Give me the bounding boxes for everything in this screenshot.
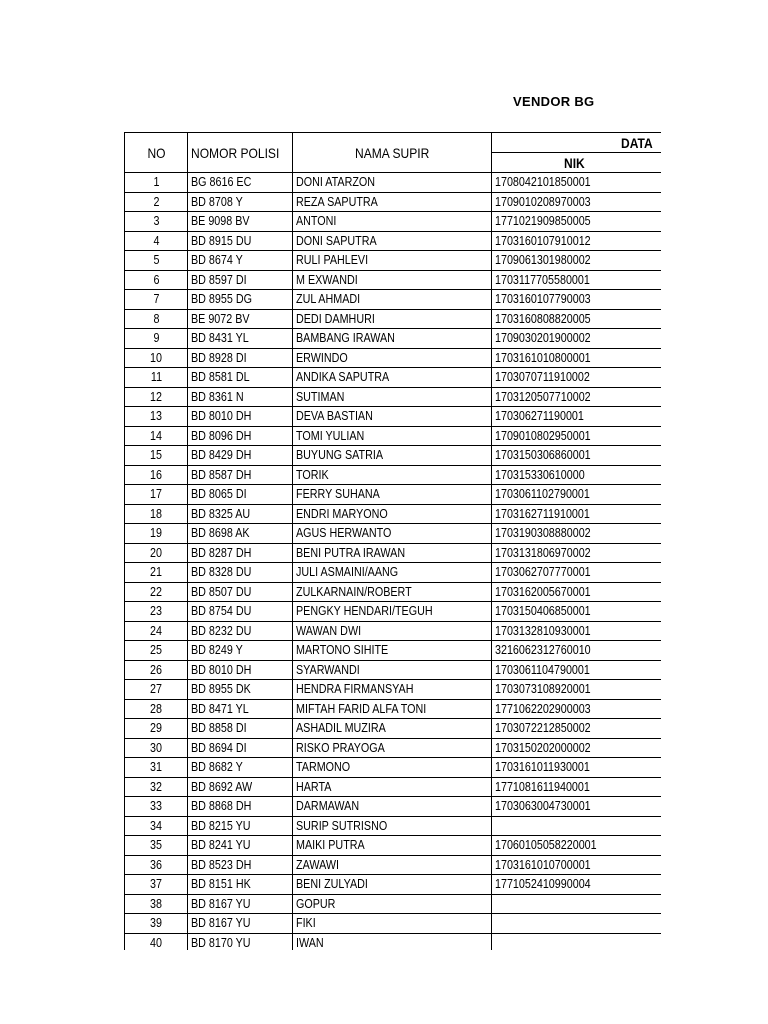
cell-no: 6 [125, 270, 188, 290]
cell-driver: RULI PAHLEVI [293, 251, 492, 271]
cell-nik: 1708042101850001 [492, 173, 662, 193]
cell-plate: BD 8325 AU [188, 504, 293, 524]
cell-driver: DARMAWAN [293, 797, 492, 817]
cell-no: 18 [125, 504, 188, 524]
cell-nik: 1703161011930001 [492, 758, 662, 778]
cell-nik: 1703150202000002 [492, 738, 662, 758]
table-row [125, 641, 662, 661]
table-row [125, 329, 662, 349]
cell-no: 2 [125, 192, 188, 212]
cell-plate: BD 8167 YU [188, 894, 293, 914]
cell-driver: DONI ATARZON [293, 173, 492, 193]
cell-plate: BD 8682 Y [188, 758, 293, 778]
cell-no: 9 [125, 329, 188, 349]
cell-no: 36 [125, 855, 188, 875]
table-row [125, 504, 662, 524]
cell-nik: 1703061104790001 [492, 660, 662, 680]
cell-nik: 1703061102790001 [492, 485, 662, 505]
cell-nik: 1703132810930001 [492, 621, 662, 641]
cell-driver: BAMBANG IRAWAN [293, 329, 492, 349]
vendor-table-container [124, 132, 661, 950]
cell-driver: IWAN [293, 933, 492, 950]
cell-driver: DONI SAPUTRA [293, 231, 492, 251]
cell-nik: 1703120507710002 [492, 387, 662, 407]
header-driver: NAMA SUPIR [293, 133, 492, 173]
table-row [125, 563, 662, 583]
table-row [125, 543, 662, 563]
cell-nik: 1709010208970003 [492, 192, 662, 212]
cell-no: 11 [125, 368, 188, 388]
table-row [125, 699, 662, 719]
cell-plate: BD 8928 DI [188, 348, 293, 368]
cell-plate: BD 8361 N [188, 387, 293, 407]
cell-nik: 1771021909850005 [492, 212, 662, 232]
table-row [125, 309, 662, 329]
cell-no: 26 [125, 660, 188, 680]
cell-plate: BD 8096 DH [188, 426, 293, 446]
cell-driver: SURIP SUTRISNO [293, 816, 492, 836]
cell-nik: 170315330610000 [492, 465, 662, 485]
header-nik: NIK [492, 153, 662, 173]
table-row [125, 270, 662, 290]
table-row [125, 231, 662, 251]
table-row [125, 855, 662, 875]
cell-plate: BD 8708 Y [188, 192, 293, 212]
cell-no: 12 [125, 387, 188, 407]
cell-nik: 1703160107910012 [492, 231, 662, 251]
table-row [125, 212, 662, 232]
cell-driver: WAWAN DWI [293, 621, 492, 641]
cell-no: 31 [125, 758, 188, 778]
cell-no: 27 [125, 680, 188, 700]
cell-no: 20 [125, 543, 188, 563]
cell-plate: BD 8581 DL [188, 368, 293, 388]
cell-plate: BD 8065 DI [188, 485, 293, 505]
cell-nik: 1703070711910002 [492, 368, 662, 388]
cell-no: 3 [125, 212, 188, 232]
cell-driver: JULI ASMAINI/AANG [293, 563, 492, 583]
cell-plate: BG 8616 EC [188, 173, 293, 193]
table-row [125, 621, 662, 641]
cell-nik: 1771052410990004 [492, 875, 662, 895]
cell-driver: ZAWAWI [293, 855, 492, 875]
cell-driver: SUTIMAN [293, 387, 492, 407]
cell-plate: BD 8955 DG [188, 290, 293, 310]
cell-nik: 1703162005670001 [492, 582, 662, 602]
cell-plate: BD 8674 Y [188, 251, 293, 271]
table-row [125, 465, 662, 485]
cell-nik: 1703073108920001 [492, 680, 662, 700]
cell-nik: 1703062707770001 [492, 563, 662, 583]
table-row [125, 173, 662, 193]
cell-driver: HARTA [293, 777, 492, 797]
vendor-table [124, 132, 661, 950]
cell-plate: BD 8587 DH [188, 465, 293, 485]
cell-driver: DEVA BASTIAN [293, 407, 492, 427]
cell-plate: BD 8241 YU [188, 836, 293, 856]
table-row [125, 192, 662, 212]
cell-driver: ZULKARNAIN/ROBERT [293, 582, 492, 602]
cell-driver: MAIKI PUTRA [293, 836, 492, 856]
table-row [125, 251, 662, 271]
cell-driver: TORIK [293, 465, 492, 485]
cell-plate: BD 8698 AK [188, 524, 293, 544]
cell-driver: SYARWANDI [293, 660, 492, 680]
table-row [125, 836, 662, 856]
cell-driver: M EXWANDI [293, 270, 492, 290]
cell-driver: ENDRI MARYONO [293, 504, 492, 524]
table-row [125, 914, 662, 934]
cell-nik: 1703161010700001 [492, 855, 662, 875]
cell-no: 5 [125, 251, 188, 271]
cell-driver: RISKO PRAYOGA [293, 738, 492, 758]
table-row [125, 290, 662, 310]
cell-nik: 1703150406850001 [492, 602, 662, 622]
cell-no: 38 [125, 894, 188, 914]
cell-plate: BD 8151 HK [188, 875, 293, 895]
table-row [125, 719, 662, 739]
table-row [125, 894, 662, 914]
cell-driver: DEDI DAMHURI [293, 309, 492, 329]
table-row [125, 680, 662, 700]
cell-nik: 1709010802950001 [492, 426, 662, 446]
cell-nik: 1703063004730001 [492, 797, 662, 817]
table-row [125, 602, 662, 622]
cell-plate: BD 8523 DH [188, 855, 293, 875]
cell-no: 1 [125, 173, 188, 193]
table-row [125, 582, 662, 602]
header-plate: NOMOR POLISI [188, 133, 293, 173]
cell-driver: BUYUNG SATRIA [293, 446, 492, 466]
table-row [125, 738, 662, 758]
cell-driver: ZUL AHMADI [293, 290, 492, 310]
cell-driver: AGUS HERWANTO [293, 524, 492, 544]
cell-no: 16 [125, 465, 188, 485]
cell-plate: BD 8858 DI [188, 719, 293, 739]
table-row [125, 660, 662, 680]
cell-driver: FIKI [293, 914, 492, 934]
cell-nik: 3216062312760010 [492, 641, 662, 661]
table-row [125, 368, 662, 388]
cell-nik [492, 816, 662, 836]
cell-no: 28 [125, 699, 188, 719]
cell-no: 7 [125, 290, 188, 310]
cell-nik: 1771062202900003 [492, 699, 662, 719]
cell-plate: BD 8249 Y [188, 641, 293, 661]
cell-no: 15 [125, 446, 188, 466]
cell-plate: BD 8431 YL [188, 329, 293, 349]
cell-plate: BD 8694 DI [188, 738, 293, 758]
cell-nik: 1709061301980002 [492, 251, 662, 271]
cell-no: 17 [125, 485, 188, 505]
cell-driver: MARTONO SIHITE [293, 641, 492, 661]
cell-driver: MIFTAH FARID ALFA TONI [293, 699, 492, 719]
table-row [125, 816, 662, 836]
cell-driver: ASHADIL MUZIRA [293, 719, 492, 739]
cell-no: 34 [125, 816, 188, 836]
cell-no: 10 [125, 348, 188, 368]
table-row [125, 758, 662, 778]
cell-plate: BD 8868 DH [188, 797, 293, 817]
cell-nik [492, 894, 662, 914]
cell-no: 32 [125, 777, 188, 797]
vendor-table-body [125, 133, 662, 951]
cell-plate: BD 8692 AW [188, 777, 293, 797]
cell-no: 19 [125, 524, 188, 544]
cell-no: 4 [125, 231, 188, 251]
table-row [125, 933, 662, 950]
cell-nik: 1709030201900002 [492, 329, 662, 349]
cell-driver: TARMONO [293, 758, 492, 778]
cell-driver: BENI ZULYADI [293, 875, 492, 895]
cell-no: 13 [125, 407, 188, 427]
cell-driver: ERWINDO [293, 348, 492, 368]
table-row [125, 387, 662, 407]
cell-driver: BENI PUTRA IRAWAN [293, 543, 492, 563]
table-row [125, 407, 662, 427]
cell-nik: 1703117705580001 [492, 270, 662, 290]
cell-driver: FERRY SUHANA [293, 485, 492, 505]
cell-driver: ANDIKA SAPUTRA [293, 368, 492, 388]
cell-nik: 1703160808820005 [492, 309, 662, 329]
cell-no: 21 [125, 563, 188, 583]
cell-nik: 1703190308880002 [492, 524, 662, 544]
cell-plate: BD 8010 DH [188, 660, 293, 680]
cell-nik: 1771081611940001 [492, 777, 662, 797]
cell-nik: 1703150306860001 [492, 446, 662, 466]
cell-nik: 170306271190001 [492, 407, 662, 427]
cell-driver: ANTONI [293, 212, 492, 232]
table-row [125, 485, 662, 505]
cell-no: 37 [125, 875, 188, 895]
cell-nik [492, 933, 662, 950]
cell-plate: BD 8955 DK [188, 680, 293, 700]
table-row [125, 446, 662, 466]
cell-plate: BD 8471 YL [188, 699, 293, 719]
table-row [125, 524, 662, 544]
cell-nik [492, 914, 662, 934]
header-no: NO [125, 133, 188, 173]
cell-no: 35 [125, 836, 188, 856]
table-row [125, 875, 662, 895]
cell-driver: REZA SAPUTRA [293, 192, 492, 212]
table-row [125, 426, 662, 446]
cell-plate: BE 9072 BV [188, 309, 293, 329]
cell-no: 22 [125, 582, 188, 602]
cell-nik: 17060105058220001 [492, 836, 662, 856]
cell-nik: 1703161010800001 [492, 348, 662, 368]
cell-nik: 1703072212850002 [492, 719, 662, 739]
cell-no: 39 [125, 914, 188, 934]
cell-plate: BD 8170 YU [188, 933, 293, 950]
cell-no: 29 [125, 719, 188, 739]
cell-plate: BD 8232 DU [188, 621, 293, 641]
cell-driver: HENDRA FIRMANSYAH [293, 680, 492, 700]
cell-no: 40 [125, 933, 188, 950]
cell-no: 33 [125, 797, 188, 817]
document-title: VENDOR BG [513, 94, 595, 109]
cell-nik: 1703162711910001 [492, 504, 662, 524]
cell-no: 8 [125, 309, 188, 329]
cell-plate: BD 8507 DU [188, 582, 293, 602]
header-row [125, 133, 662, 153]
cell-driver: PENGKY HENDARI/TEGUH [293, 602, 492, 622]
cell-no: 14 [125, 426, 188, 446]
cell-plate: BD 8167 YU [188, 914, 293, 934]
cell-no: 30 [125, 738, 188, 758]
cell-plate: BD 8215 YU [188, 816, 293, 836]
cell-plate: BD 8328 DU [188, 563, 293, 583]
cell-no: 24 [125, 621, 188, 641]
table-row [125, 777, 662, 797]
cell-nik: 1703160107790003 [492, 290, 662, 310]
header-data-group: DATA [492, 133, 662, 153]
cell-plate: BD 8287 DH [188, 543, 293, 563]
cell-plate: BD 8597 DI [188, 270, 293, 290]
cell-plate: BD 8754 DU [188, 602, 293, 622]
cell-no: 25 [125, 641, 188, 661]
table-row [125, 797, 662, 817]
cell-plate: BD 8010 DH [188, 407, 293, 427]
cell-nik: 1703131806970002 [492, 543, 662, 563]
cell-plate: BD 8915 DU [188, 231, 293, 251]
cell-no: 23 [125, 602, 188, 622]
cell-driver: GOPUR [293, 894, 492, 914]
table-row [125, 348, 662, 368]
cell-plate: BD 8429 DH [188, 446, 293, 466]
cell-driver: TOMI YULIAN [293, 426, 492, 446]
cell-plate: BE 9098 BV [188, 212, 293, 232]
